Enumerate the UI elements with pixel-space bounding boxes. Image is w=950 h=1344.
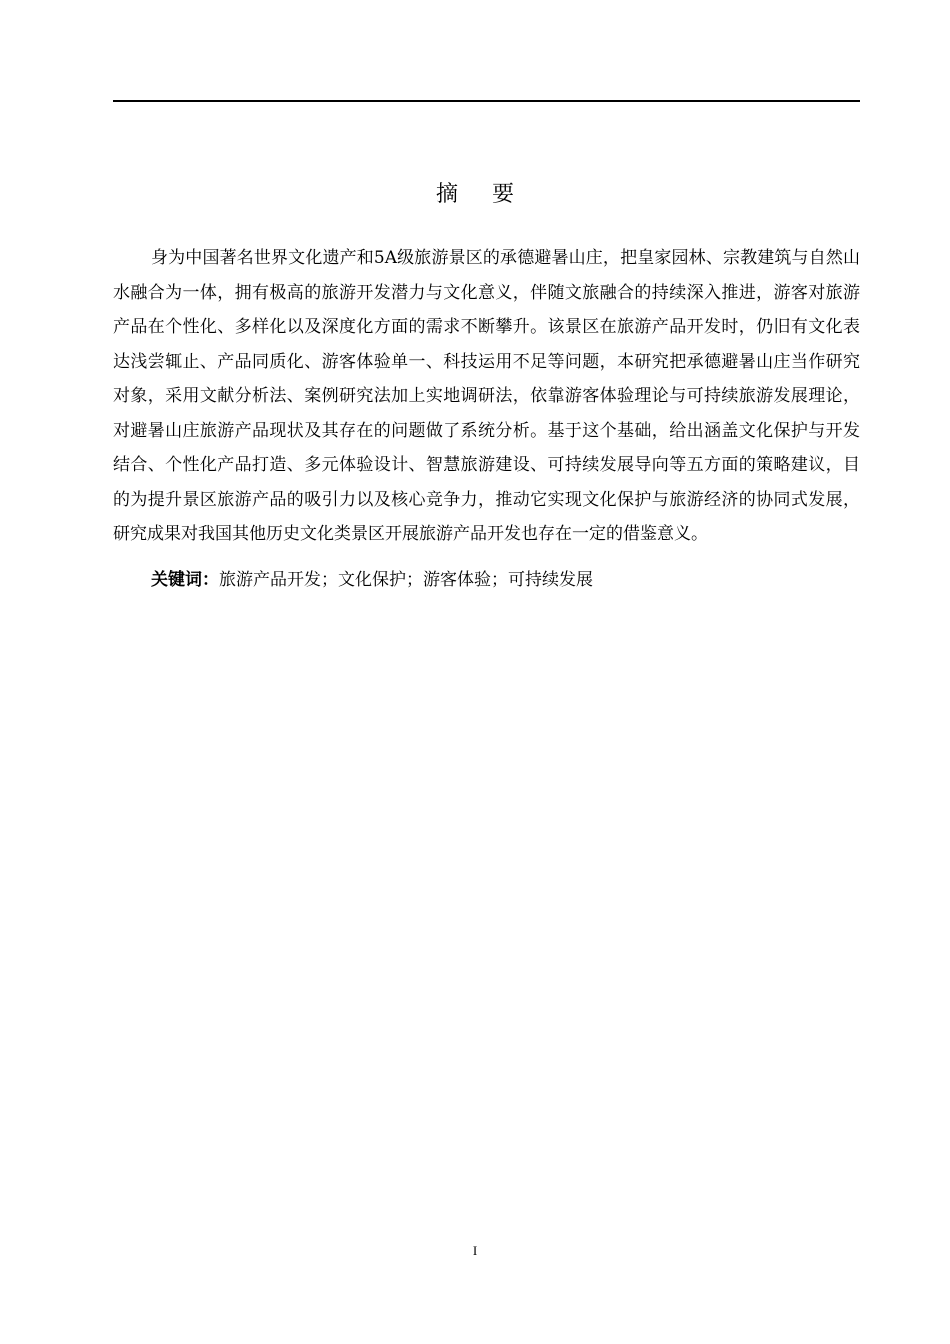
page-number: I <box>472 1243 478 1258</box>
abstract-title: 摘要 <box>435 182 548 207</box>
header-rule <box>113 100 860 102</box>
abstract-body: 身为中国著名世界文化遗产和5A级旅游景区的承德避暑山庄，把皇家园林、宗教建筑与自然山水融合为一体，拥有极高的旅游开发潜力与文化意义，伴随文旅融合的持续深入推进，游客对旅游产品在个性化、多样化以及深度化方面的需求不断攀升。该景区在旅游产品开发时，仍旧有文化表达浅尝辄止、产品同质化、游客体验单一、科技运用不足等问题，本研究把承德避暑山庄当作研究对象，采用文献分析法、案例研究法加上实地调研法，依靠游客体验理论与可持续旅游发展理论，对避暑山庄旅游产品现状及其存在的问题做了系统分析。基于这个基础，给出涵盖文化保护与开发结合、个性化产品打造、多元体验设计、智慧旅游建设、可持续发展导向等五方面的策略建议，目的为提升景区旅游产品的吸引力以及核心竞争力，推动它实现文化保护与旅游经济的协同式发展，研究成果对我国其他历史文化类景区开展旅游产品开发也存在一定的借鉴意义。 <box>113 248 860 544</box>
keywords-text: 旅游产品开发；文化保护；游客体验；可持续发展 <box>219 570 593 590</box>
keywords-label: 关键词： <box>151 570 219 590</box>
keywords-line <box>151 563 593 597</box>
